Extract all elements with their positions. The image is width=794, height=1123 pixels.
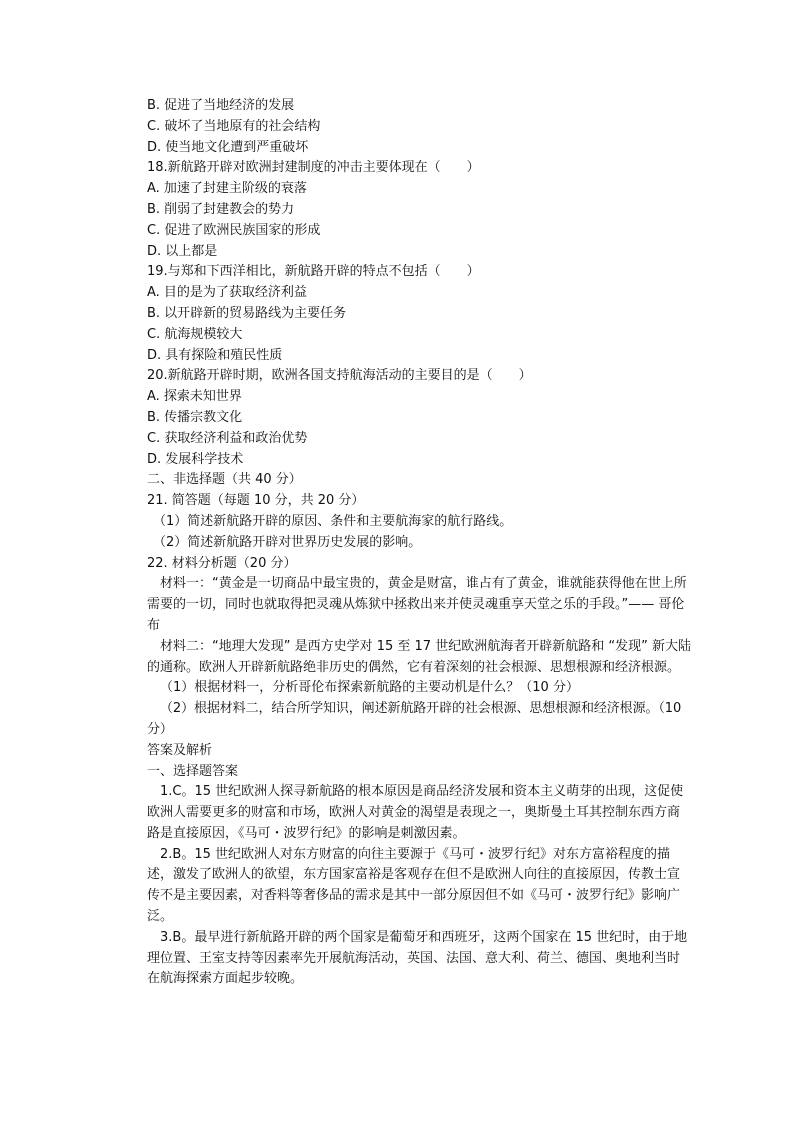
answer-1: 1.C。15 世纪欧洲人探寻新航路的根本原因是商品经济发展和资本主义萌芽的出现，这促使欧洲人需要更多的财富和市场，欧洲人对黄金的渴望是表现之一，奥斯曼土耳其控制东西方商路是直接原因，《马可・波罗行纪》的影响是刺激因素。 bbox=[147, 784, 684, 841]
question-22-part-1: （1）根据材料一，分析哥伦布探索新航路的主要动机是什么？（10 分） bbox=[160, 680, 579, 696]
answers-choice-heading: 一、选择题答案 bbox=[147, 763, 239, 779]
question-22-part-2: （2）根据材料二，结合所学知识，阐述新航路开辟的社会根源、思想根源和经济根源。（10 分） bbox=[147, 701, 682, 737]
option-19-c: C. 航海规模较大 bbox=[147, 326, 243, 342]
question-19: 19.与郑和下西洋相比，新航路开辟的特点不包括（ ） bbox=[147, 264, 480, 280]
option-19-b: B. 以开辟新的贸易路线为主要任务 bbox=[147, 305, 347, 321]
option-20-b: B. 传播宗教文化 bbox=[147, 409, 243, 425]
question-21-heading: 21. 简答题（每题 10 分，共 20 分） bbox=[147, 493, 365, 509]
option-19-d: D. 具有探险和殖民性质 bbox=[147, 347, 283, 363]
option-18-b: B. 削弱了封建教会的势力 bbox=[147, 201, 295, 217]
question-18: 18.新航路开辟对欧洲封建制度的冲击主要体现在（ ） bbox=[147, 160, 480, 176]
option-18-d: D. 以上都是 bbox=[147, 243, 218, 259]
material-one: 材料一：“黄金是一切商品中最宝贵的，黄金是财富，谁占有了黄金，谁就能获得他在世上所需要的一切，同时也就取得把灵魂从炼狱中拯救出来并使灵魂重享天堂之乐的手段。”—— 哥伦布 bbox=[147, 576, 687, 633]
document-body bbox=[147, 96, 692, 990]
question-20: 20.新航路开辟时期，欧洲各国支持航海活动的主要目的是（ ） bbox=[147, 368, 532, 384]
answer-3: 3.B。最早进行新航路开辟的两个国家是葡萄牙和西班牙，这两个国家在 15 世纪时，由于地理位置、王室支持等因素率先开展航海活动，英国、法国、意大利、荷兰、德国、奥地利当时在航海探索方面起步较晚。 bbox=[147, 929, 688, 987]
option-17-d: D. 使当地文化遭到严重破坏 bbox=[147, 139, 309, 155]
option-20-a: A. 探索未知世界 bbox=[147, 389, 242, 405]
option-17-c: C. 破坏了当地原有的社会结构 bbox=[147, 118, 321, 134]
question-21-part-1: （1）简述新航路开辟的原因、条件和主要航海家的航行路线。 bbox=[153, 513, 513, 529]
section-heading-non-choice: 二、非选择题（共 40 分） bbox=[147, 472, 302, 488]
option-20-d: D. 发展科学技术 bbox=[147, 451, 244, 467]
option-17-b: B. 促进了当地经济的发展 bbox=[147, 98, 295, 113]
option-20-c: C. 获取经济利益和政治优势 bbox=[147, 430, 308, 446]
question-22-heading: 22. 材料分析题（20 分） bbox=[147, 555, 297, 571]
answers-heading: 答案及解析 bbox=[147, 742, 213, 758]
question-21-part-2: （2）简述新航路开辟对世界历史发展的影响。 bbox=[153, 534, 422, 550]
option-19-a: A. 目的是为了获取经济利益 bbox=[147, 285, 307, 301]
option-18-a: A. 加速了封建主阶级的衰落 bbox=[147, 181, 307, 197]
material-two: 材料二：“地理大发现” 是西方史学对 15 至 17 世纪欧洲航海者开辟新航路和 “发现” 新大陆的通称。欧洲人开辟新航路绝非历史的偶然，它有着深刻的社会根源、思想根源和经济根源。 bbox=[147, 638, 691, 675]
option-18-c: C. 促进了欧洲民族国家的形成 bbox=[147, 222, 321, 238]
answer-2: 2.B。15 世纪欧洲人对东方财富的向往主要源于《马可・波罗行纪》对东方富裕程度的描述，激发了欧洲人的欲望，东方国家富裕是客观存在但不是欧洲人向往的直接原因，传教士宣传不是主要因素，对香料等奢侈品的需求是其中一部分原因但不如《马可・波罗行纪》影响广泛。 bbox=[147, 846, 681, 925]
